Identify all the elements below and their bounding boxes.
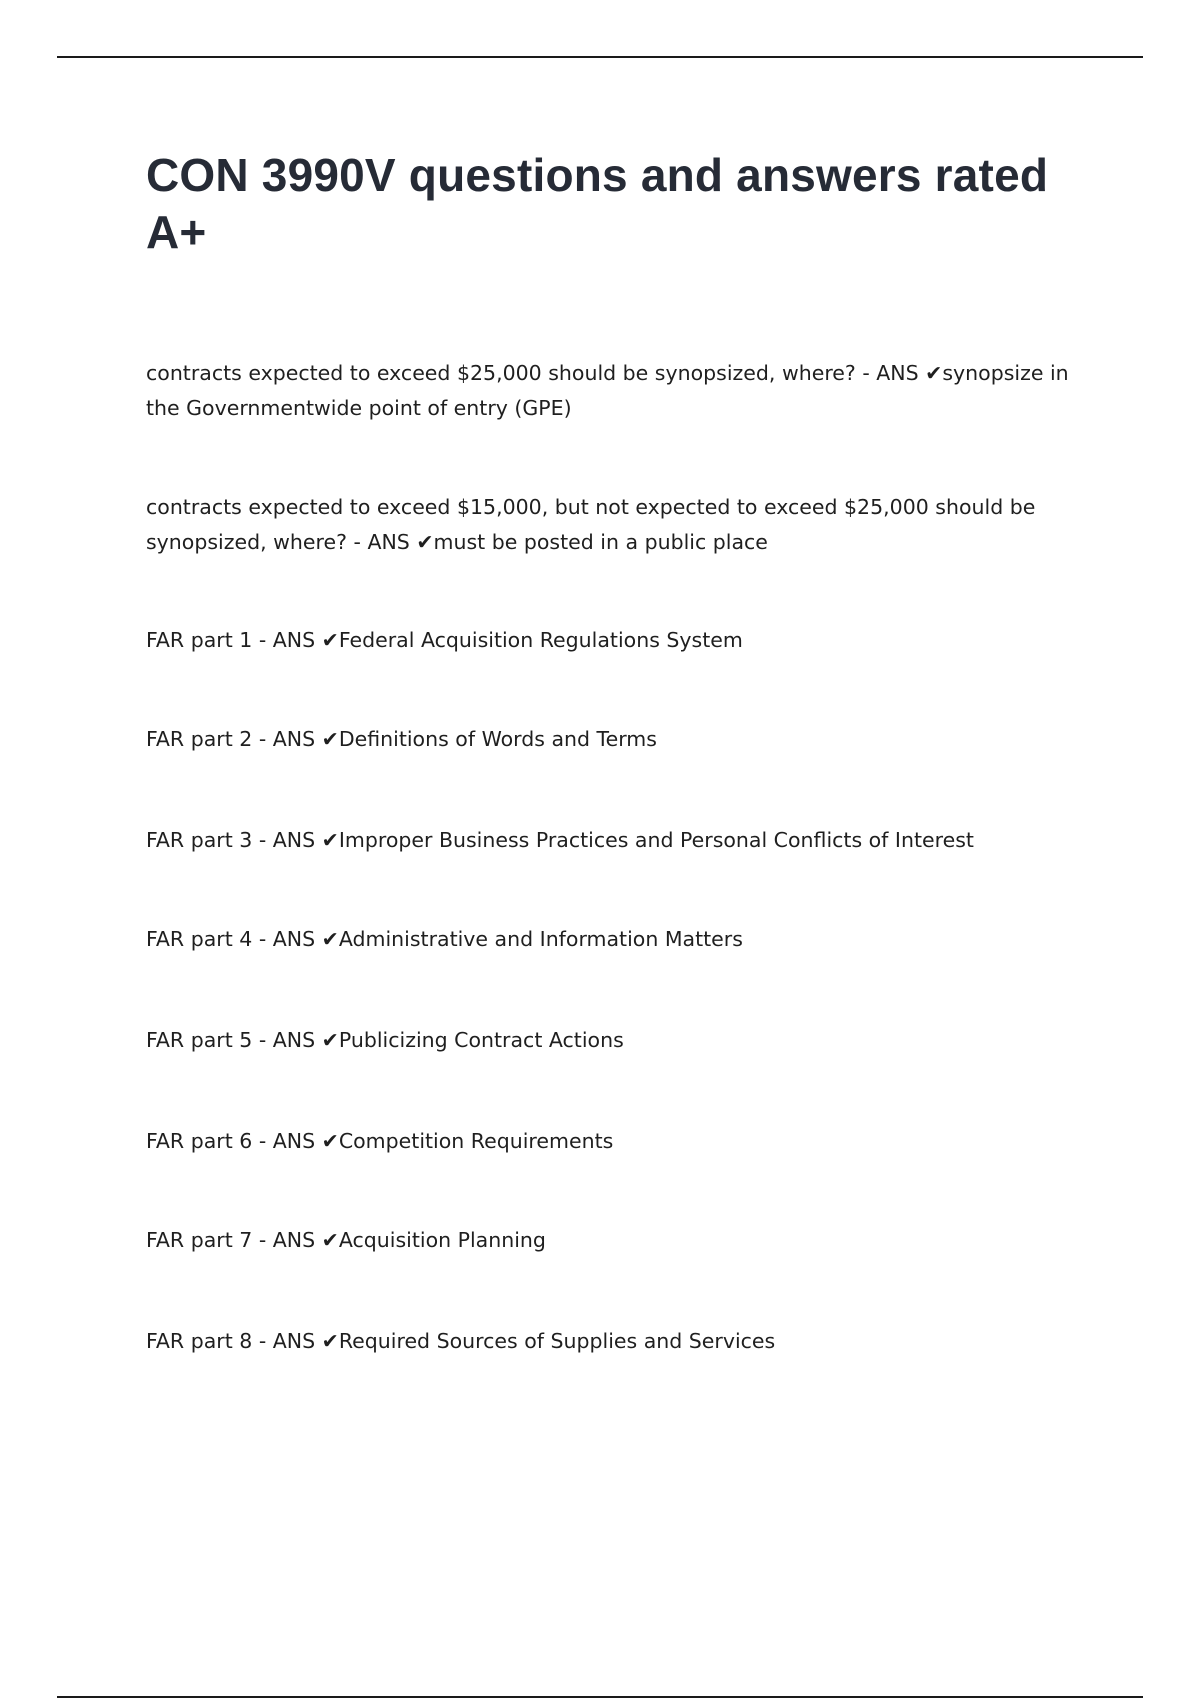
- check-icon: ✔: [321, 727, 339, 751]
- check-icon: ✔: [321, 1228, 339, 1252]
- separator: -: [252, 628, 273, 652]
- check-icon: ✔: [321, 1028, 339, 1052]
- qa-item-4: [146, 722, 1076, 757]
- separator: -: [252, 927, 273, 951]
- answer-text: Publicizing Contract Actions: [338, 1028, 624, 1052]
- answer-marker: ANS: [876, 361, 919, 385]
- answer-text: Federal Acquisition Regulations System: [338, 628, 743, 652]
- check-icon: ✔: [321, 628, 339, 652]
- check-icon: ✔: [925, 361, 943, 385]
- answer-text: must be posted in a public place: [433, 530, 768, 554]
- question-text: FAR part 7: [146, 1228, 253, 1252]
- separator: -: [252, 1228, 273, 1252]
- answer-marker: ANS: [272, 1129, 316, 1153]
- qa-item-3: [146, 623, 1076, 658]
- answer-marker: ANS: [272, 1028, 316, 1052]
- qa-item-10: [146, 1324, 1076, 1359]
- separator: -: [347, 530, 368, 554]
- qa-item-2: [146, 490, 1076, 560]
- answer-marker: ANS: [272, 828, 316, 852]
- separator: -: [252, 727, 273, 751]
- question-text: FAR part 1: [146, 628, 253, 652]
- qa-item-6: [146, 922, 1076, 957]
- answer-marker: ANS: [367, 530, 410, 554]
- answer-text: synopsize in the Governmentwide point of entry (GPE): [146, 361, 1069, 420]
- qa-item-7: [146, 1023, 1076, 1058]
- check-icon: ✔: [416, 530, 434, 554]
- question-text: FAR part 5: [146, 1028, 253, 1052]
- answer-marker: ANS: [272, 727, 316, 751]
- check-icon: ✔: [321, 1329, 339, 1353]
- qa-item-9: [146, 1223, 1076, 1258]
- check-icon: ✔: [321, 828, 339, 852]
- answer-text: Acquisition Planning: [338, 1228, 546, 1252]
- document-title: CON 3990V questions and answers rated A+: [146, 149, 1049, 258]
- qa-item-5: [146, 823, 1076, 858]
- answer-text: Improper Business Practices and Personal Conflicts of Interest: [338, 828, 974, 852]
- separator: -: [252, 1329, 273, 1353]
- check-icon: ✔: [321, 927, 339, 951]
- separator: -: [252, 1129, 273, 1153]
- answer-text: Required Sources of Supplies and Services: [338, 1329, 776, 1353]
- question-text: FAR part 8: [146, 1329, 253, 1353]
- answer-text: Administrative and Information Matters: [338, 927, 743, 951]
- check-icon: ✔: [321, 1129, 339, 1153]
- question-text: contracts expected to exceed $25,000 should be synopsized, where?: [146, 361, 856, 385]
- answer-marker: ANS: [272, 628, 316, 652]
- bottom-rule: [57, 1696, 1143, 1698]
- answer-text: Competition Requirements: [338, 1129, 614, 1153]
- answer-marker: ANS: [272, 927, 316, 951]
- separator: -: [855, 361, 877, 385]
- separator: -: [252, 828, 273, 852]
- question-text: FAR part 3: [146, 828, 253, 852]
- qa-item-1: [146, 356, 1076, 426]
- answer-marker: ANS: [272, 1228, 316, 1252]
- question-text: contracts expected to exceed $15,000, but not expected to exceed $25,000 should be synopsized, where?: [146, 495, 1036, 554]
- question-text: FAR part 4: [146, 927, 253, 951]
- answer-text: Definitions of Words and Terms: [338, 727, 657, 751]
- top-rule: [57, 56, 1143, 58]
- qa-item-8: [146, 1124, 1076, 1159]
- question-text: FAR part 2: [146, 727, 253, 751]
- question-text: FAR part 6: [146, 1129, 253, 1153]
- separator: -: [252, 1028, 273, 1052]
- answer-marker: ANS: [272, 1329, 316, 1353]
